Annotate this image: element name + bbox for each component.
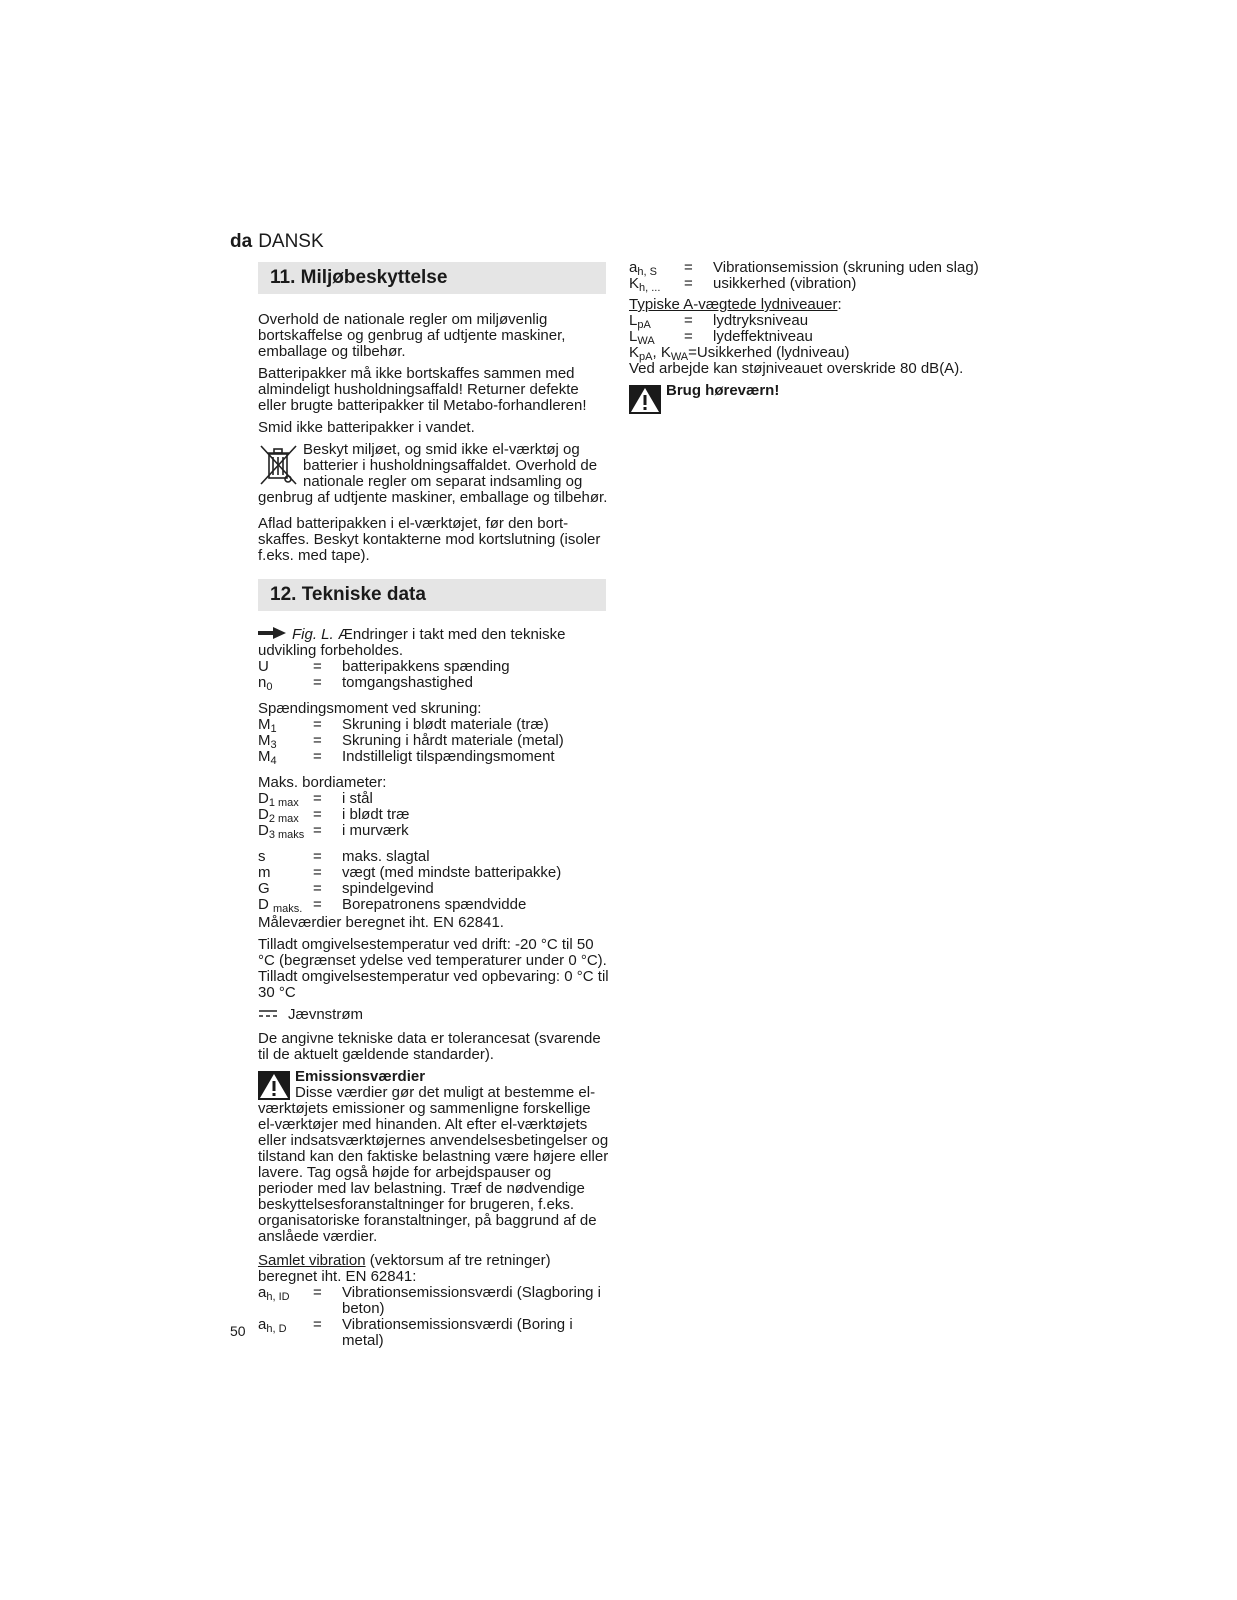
paragraph: Smid ikke batteripakker i vandet. xyxy=(258,419,475,436)
definition-list xyxy=(258,849,610,913)
definition-row: $D_{2 max}$ = i blødt træ xyxy=(258,806,410,825)
vibration-label: Samlet vibration xyxy=(258,1252,366,1269)
disposal-notice xyxy=(258,442,610,506)
language-name: DANSK xyxy=(258,231,324,252)
vibration-intro xyxy=(258,1253,610,1285)
definition-row: $K_{h, ...}$ = usikkerhed (vibration) xyxy=(629,275,857,294)
definition-row: $a_{h, ID}$ = Vibrationsemissionsværdi (Slagboring i beton) xyxy=(258,1284,602,1317)
definition-row: $n_0$ = tomgangshastighed xyxy=(258,674,473,693)
arrow-right-icon xyxy=(258,627,286,639)
vibration-rest: (vektorsum af tre retninger) beregnet iht. EN 62841: xyxy=(258,1252,551,1285)
definition-row: $D_{1 max}$ = i stål xyxy=(258,790,373,809)
direct-current-icon xyxy=(258,1009,278,1017)
sound-label: Typiske A-vægtede lydniveauer xyxy=(629,296,838,313)
definition-row: $L_{WA}$ = lydeffektniveau xyxy=(629,328,813,347)
emission-title: Emissionsværdier xyxy=(295,1069,426,1085)
hearing-warning-text: Brug høreværn! xyxy=(666,383,780,399)
warning-triangle-icon xyxy=(629,385,661,414)
noise-note: Ved arbejde kan støjniveauet overskride 80 dB(A). xyxy=(629,360,964,377)
left-column xyxy=(258,262,610,1349)
paragraph: Disse værdier gør det muligt at bestemme el-værktøjets emissioner og sammenligne forskellige el-værktøjer med hinanden. Alt efter el-værktøjets eller indsatsværktøjernes anvendelsesbetingelser og tilstand kan den faktiske belastning være højere eller lavere. Tag også højde for arbejdspauser og perioder med lav belastning. Træf de nødvendige beskyttelsesforanstaltninger for brugeren, f.eks. organisatoriske foranstaltninger, på baggrund af de anslåede værdier. xyxy=(258,1084,609,1245)
definition-row: U = batteripakkens spænding xyxy=(258,658,510,675)
definition-list xyxy=(629,260,989,292)
definition-row: $a_{h, D}$ = Vibrationsemissionsværdi (Boring i metal) xyxy=(258,1316,573,1349)
definition-row: $M_4$ = Indstilleligt tilspændingsmoment xyxy=(258,748,555,767)
page-number: 50 xyxy=(230,1323,246,1339)
definition-row: G = spindelgevind xyxy=(258,880,434,897)
warning-triangle-icon xyxy=(258,1071,290,1100)
definition-row: m = vægt (med mindste batteripakke) xyxy=(258,864,562,881)
language-code: da xyxy=(230,231,253,252)
definition-row: $M_3$ = Skruning i hårdt materiale (metal) xyxy=(258,732,564,751)
figure-reference: Fig. L. xyxy=(292,626,334,643)
subheading: Maks. bordiameter: xyxy=(258,774,387,791)
definition-row: $a_{h, S}$ = Vibrationsemission (skruning uden slag) xyxy=(629,259,979,278)
section-12-heading: 12. Tekniske data xyxy=(258,579,606,611)
figure-text: Ændringer i takt med den tekniske udvikling forbeholdes. xyxy=(258,626,566,659)
crossed-bin-icon xyxy=(258,443,300,487)
uncertainty-row: $K_{pA}$, $K_{WA}=Usikkerhed$ (lydniveau) xyxy=(629,344,850,363)
definition-row: s = maks. slagtal xyxy=(258,848,430,865)
definition-list xyxy=(258,791,610,839)
subheading: Spændingsmoment ved skruning: xyxy=(258,700,482,717)
paragraph: De angivne tekniske data er tolerancesat (svarende til de aktuelt gældende standarder). xyxy=(258,1030,601,1063)
definition-row: $M_1$ = Skruning i blødt materiale (træ) xyxy=(258,716,549,735)
hearing-warning xyxy=(629,383,989,414)
definition-list xyxy=(629,313,989,345)
paragraph: Beskyt miljøet, og smid ikke el-værktøj og batterier i husholdningsaffaldet. Overhold de nationale regler om separat indsamling og genbrug af udtjente maskiner, emballage og tilbehør. xyxy=(258,442,608,506)
dc-legend xyxy=(258,1007,610,1023)
definition-row: D $_{maks.}$ = Borepatronens spændvidde xyxy=(258,896,527,915)
emission-block xyxy=(258,1069,610,1245)
paragraph: Tilladt omgivelsestemperatur ved drift: -20 °C til 50 °C (begrænset ydelse ved temperaturer under 0 °C). Tilladt omgivelsestemperatur ved opbevaring: 0 °C til 30 °C xyxy=(258,936,609,1001)
sound-heading: Typiske A-vægtede lydniveauer: xyxy=(629,296,842,313)
definition-list xyxy=(258,717,610,765)
dc-label: Jævnstrøm xyxy=(288,1006,363,1023)
section-11-heading: 11. Miljøbeskyttelse xyxy=(258,262,606,294)
paragraph: Batteripakker må ikke bortskaffes sammen med almindeligt husholdningsaffald! Returner defekte eller brugte batteripakker til Metabo-forhandleren! xyxy=(258,365,587,414)
definition-list xyxy=(258,659,610,691)
figure-note xyxy=(258,627,610,659)
right-column xyxy=(629,260,989,414)
page-header xyxy=(230,232,324,251)
paragraph: Overhold de nationale regler om miljøvenlig bortskaffelse og genbrug af udtjente maskiner, emballage og tilbehør. xyxy=(258,311,566,360)
definition-row: $D_{3 maks}$ = i murværk xyxy=(258,822,409,841)
paragraph: Måleværdier beregnet iht. EN 62841. xyxy=(258,914,504,931)
paragraph: Aflad batteripakken i el-værktøjet, før den bort-skaffes. Beskyt kontakterne mod kortslutning (isoler f.eks. med tape). xyxy=(258,515,601,564)
definition-list xyxy=(258,1285,610,1349)
definition-row: $L_{pA}$ = lydtryksniveau xyxy=(629,312,809,331)
